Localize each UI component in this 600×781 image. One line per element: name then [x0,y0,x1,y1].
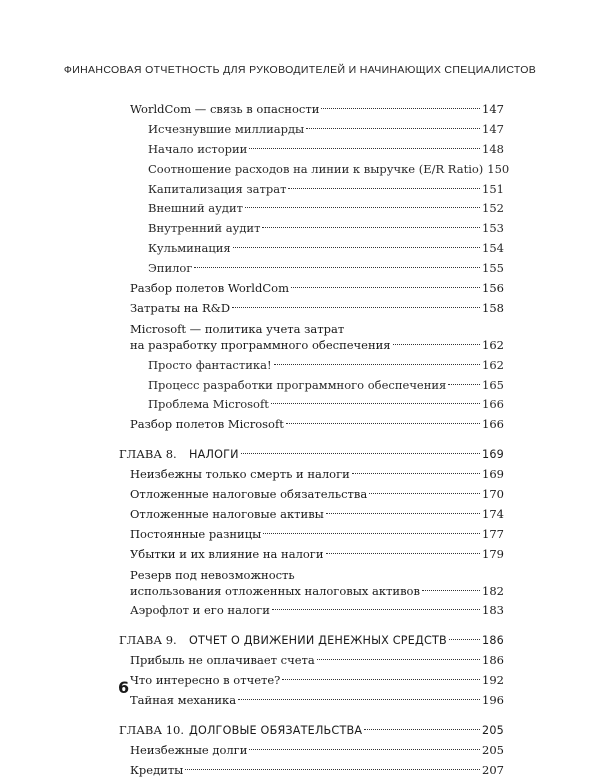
leader-dots [238,699,480,700]
toc-entry[interactable] [119,219,504,239]
toc-entry-title: Исчезнувшие миллиарды [148,121,305,136]
toc-entry-page: 169 [482,448,504,462]
toc-chapter[interactable] [119,445,504,465]
leader-dots [364,729,480,730]
toc-entry-page: 207 [482,762,504,777]
toc-entry-title: Внешний аудит [148,201,243,216]
toc-entry-page: 166 [482,397,504,412]
toc-entry-title: Аэрофлот и его налоги [130,603,270,618]
toc-entry-page: 165 [482,377,504,392]
leader-dots [194,267,480,268]
toc-entry-title: WorldCom — связь в опасности [130,102,320,116]
leader-dots [326,553,481,554]
chapter-number: ГЛАВА 9. [119,633,177,648]
toc-entry-title: Разбор полетов WorldCom [130,281,289,296]
toc-chapter[interactable] [119,631,504,651]
toc-entry-page: 186 [482,634,504,648]
toc-entry[interactable] [119,761,504,781]
toc-entry-page: 186 [482,653,504,668]
toc-entry[interactable] [119,356,504,376]
toc-entry[interactable] [119,485,504,505]
toc-entry-page: 182 [482,583,504,598]
toc-entry-title: Прибыль не оплачивает счета [130,653,315,668]
toc-entry-title: Процесс разработки программного обеспечения [148,377,447,392]
leader-dots [286,423,480,424]
toc-entry[interactable] [119,651,504,671]
toc-entry-page: 192 [482,673,504,688]
table-of-contents [119,100,510,781]
toc-entry-title: Что интересно в отчете? [130,673,281,688]
toc-entry-page: 154 [482,241,504,256]
toc-entry[interactable] [119,279,504,299]
leader-dots [272,609,480,610]
running-header: ФИНАНСОВАЯ ОТЧЕТНОСТЬ ДЛЯ РУКОВОДИТЕЛЕЙ И НАЧИНАЮЩИХ СПЕЦИАЛИСТОВ [63,64,537,76]
toc-entry-page: 177 [482,526,504,541]
toc-entry-title-line2: использования отложенных налоговых активов [130,583,420,598]
toc-entry[interactable] [119,505,504,525]
toc-entry[interactable] [119,180,504,200]
toc-entry-page: 150 [487,161,510,176]
toc-entry-title: Затраты на R&D [130,300,231,315]
toc-entry[interactable] [119,259,504,279]
leader-dots [288,188,480,189]
leader-dots [241,453,480,454]
toc-entry-title: Эпилог [148,261,193,276]
toc-entry-page: 152 [482,201,504,216]
toc-entry-title: Проблема Microsoft [148,397,269,412]
leader-dots [274,364,480,365]
leader-dots [232,307,480,308]
spacer [119,711,504,721]
page-number: 6 [118,678,130,697]
toc-entry-page: 147 [482,102,504,116]
toc-entry-page: 156 [482,281,504,296]
toc-entry[interactable] [119,239,504,259]
toc-entry-page: 179 [482,546,504,561]
chapter-title: ОТЧЕТ О ДВИЖЕНИИ ДЕНЕЖНЫХ СРЕДСТВ [189,634,447,648]
toc-entry[interactable] [119,545,504,565]
toc-entry-title: Неизбежны только смерть и налоги [130,467,350,482]
toc-entry-title: Постоянные разницы [130,526,262,541]
toc-entry[interactable] [119,199,504,219]
toc-entry-page: 205 [482,723,504,737]
toc-entry-title: Отложенные налоговые активы [130,506,324,521]
leader-dots [233,247,480,248]
toc-entry-title: Просто фантастика! [148,357,272,372]
leader-dots [422,590,480,591]
leader-dots [317,659,480,660]
toc-entry[interactable] [119,691,504,711]
spacer [119,435,504,445]
leader-dots [326,513,480,514]
toc-entry-page: 166 [482,417,504,432]
toc-entry-title: Отложенные налоговые обязательства [130,487,368,502]
leader-dots [352,473,480,474]
toc-entry[interactable] [119,376,504,396]
toc-entry-title: Капитализация затрат [148,181,287,196]
toc-entry-page: 174 [482,506,504,521]
toc-entry-page: 148 [482,141,504,156]
toc-entry[interactable] [119,741,504,761]
toc-entry-page: 196 [482,693,504,708]
toc-entry-page: 162 [482,357,504,372]
toc-entry-title: Начало истории [148,141,248,156]
toc-entry-page: 169 [482,467,504,482]
leader-dots [262,227,480,228]
toc-entry-title: Кульминация [148,241,231,256]
leader-dots [245,207,480,208]
leader-dots [263,533,480,534]
toc-entry[interactable] [119,319,504,356]
leader-dots [448,384,480,385]
toc-entry-page: 183 [482,603,504,618]
toc-entry[interactable] [119,395,504,415]
chapter-title: НАЛОГИ [189,448,239,462]
leader-dots [449,639,480,640]
toc-entry-page: 162 [482,337,504,352]
toc-entry[interactable] [119,565,504,602]
toc-entry-title-line1: Резерв под невозможность [130,567,295,582]
toc-entry[interactable] [119,120,504,140]
leader-dots [291,287,480,288]
toc-chapter[interactable] [119,721,504,741]
leader-dots [271,403,480,404]
toc-entry-page: 153 [482,221,504,236]
leader-dots [306,128,480,129]
toc-entry[interactable] [119,415,504,435]
toc-entry-page: 158 [482,300,504,315]
toc-entry[interactable] [119,465,504,485]
toc-entry-page: 147 [482,121,504,136]
toc-entry-title: Кредиты [130,762,184,777]
toc-entry[interactable] [119,299,504,319]
toc-entry[interactable] [119,160,510,180]
toc-entry-title: Неизбежные долги [130,742,248,757]
toc-entry-title: Разбор полетов Microsoft [130,417,284,432]
toc-entry-title-line1: Microsoft — политика учета затрат [130,321,345,336]
spacer [119,621,504,631]
toc-entry-title: Тайная механика [130,693,237,708]
toc-entry[interactable] [119,140,504,160]
leader-dots [249,148,480,149]
toc-entry-title: Убытки и их влияние на налоги [130,546,324,561]
leader-dots [321,108,480,109]
chapter-number: ГЛАВА 8. [119,447,177,462]
toc-entry-page: 151 [482,181,504,196]
chapter-number: ГЛАВА 10. [119,722,185,737]
leader-dots [369,493,480,494]
leader-dots [282,679,480,680]
toc-entry[interactable] [119,525,504,545]
toc-entry[interactable] [119,671,504,691]
toc-entry[interactable] [119,601,504,621]
leader-dots [185,769,480,770]
toc-entry-title: Внутренний аудит [148,221,261,236]
toc-entry-page: 205 [482,742,504,757]
toc-entry-page: 170 [482,487,504,502]
leader-dots [393,344,481,345]
toc-entry[interactable] [119,100,504,120]
chapter-title: ДОЛГОВЫЕ ОБЯЗАТЕЛЬСТВА [189,723,363,737]
toc-entry-title-line2: на разработку программного обеспечения [130,337,391,352]
toc-entry-title: Соотношение расходов на линии к выручке (E/R Ratio) [148,161,484,176]
toc-entry-page: 155 [482,261,504,276]
